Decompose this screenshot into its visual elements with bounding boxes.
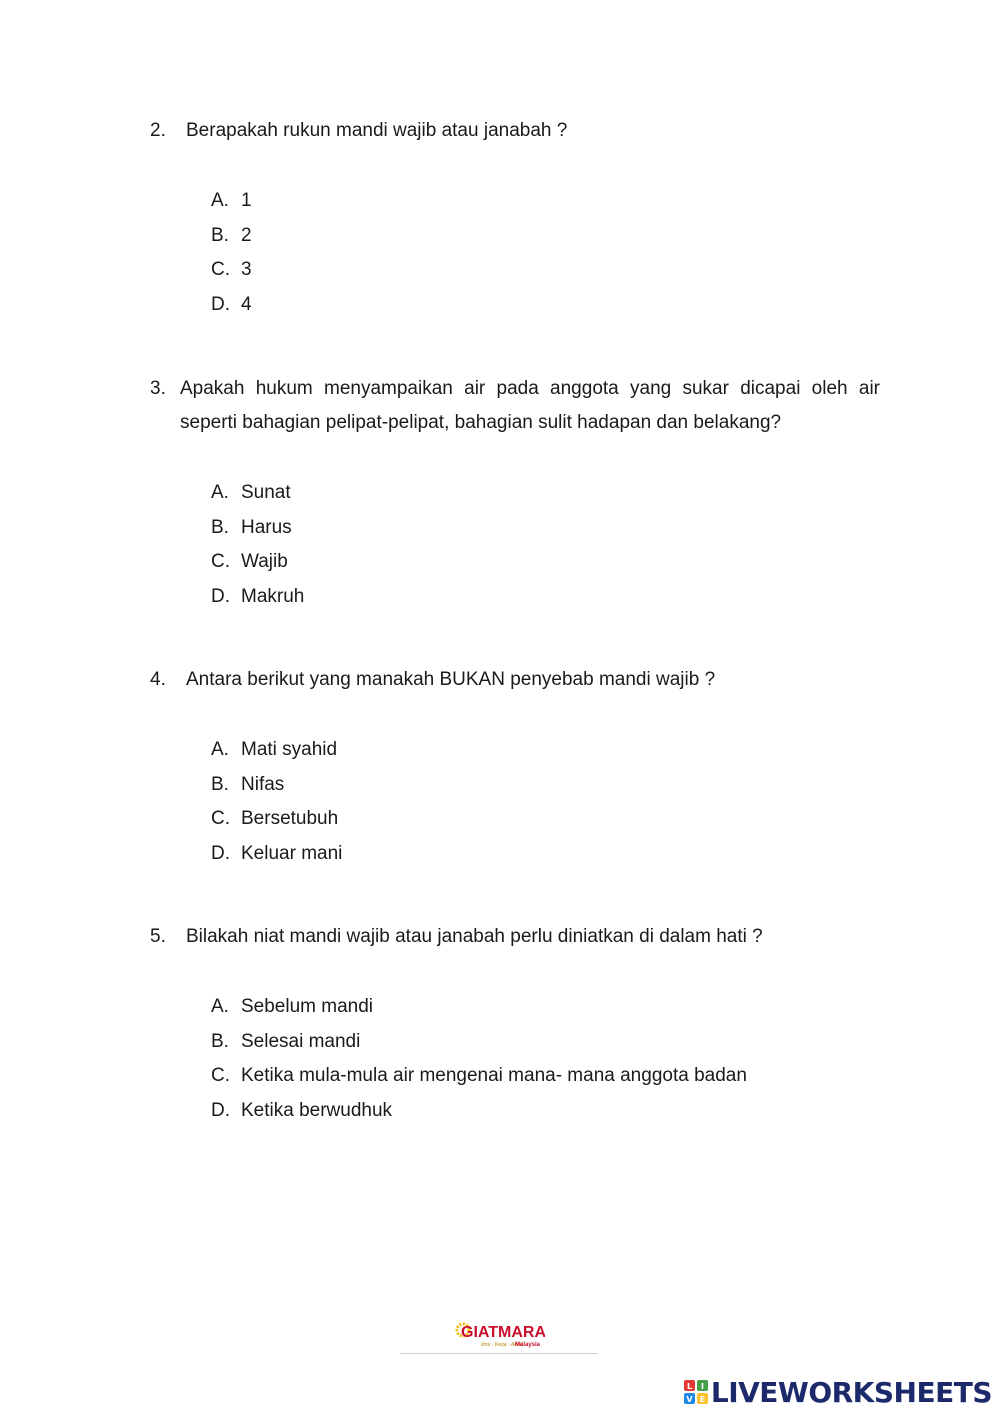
- option-a[interactable]: [211, 184, 880, 219]
- liveworksheets-wordmark: LIVEWORKSHEETS: [710, 1375, 992, 1409]
- option-letter: B.: [211, 773, 229, 795]
- question-text: Apakah hukum menyampaikan air pada anggota yang sukar dicapai oleh air seperti bahagian pelipat-pelipat, bahagian sulit hadapan dan belakang?: [180, 378, 880, 433]
- question-2: [150, 114, 880, 322]
- option-text: Nifas: [241, 773, 285, 795]
- question-stem: [150, 920, 880, 954]
- option-a[interactable]: [211, 733, 880, 768]
- logo-subtext: Malaysia: [515, 1342, 541, 1348]
- option-a[interactable]: [211, 990, 880, 1025]
- option-d[interactable]: [211, 288, 880, 323]
- option-b[interactable]: [211, 1025, 880, 1060]
- option-letter: C.: [211, 259, 230, 281]
- giatmara-logo-icon: [455, 1315, 545, 1351]
- option-text: Mati syahid: [241, 739, 338, 760]
- question-number: 2.: [150, 120, 166, 141]
- option-b[interactable]: [211, 768, 880, 803]
- option-letter: B.: [211, 224, 229, 246]
- option-letter: D.: [211, 842, 230, 864]
- option-text: Keluar mani: [241, 842, 343, 864]
- option-text: Wajib: [241, 551, 288, 573]
- logo-tagline: Ilmu · Kerja · Amal: [481, 1342, 523, 1348]
- option-text: Ketika mula-mula air mengenai mana- mana anggota badan: [241, 1065, 747, 1087]
- option-text: 3: [241, 259, 252, 281]
- question-stem: [150, 663, 880, 697]
- option-b[interactable]: [211, 219, 880, 254]
- option-c[interactable]: [211, 802, 880, 837]
- giatmara-logo: [455, 1315, 545, 1351]
- option-text: Bersetubuh: [241, 808, 339, 830]
- option-letter: A.: [211, 482, 229, 503]
- option-a[interactable]: [211, 476, 880, 511]
- option-c[interactable]: [211, 1059, 880, 1094]
- option-d[interactable]: [211, 580, 880, 615]
- svg-text:E: E: [699, 1395, 706, 1404]
- option-letter: D.: [211, 1099, 230, 1121]
- option-c[interactable]: [211, 253, 880, 288]
- option-c[interactable]: [211, 545, 880, 580]
- svg-text:V: V: [686, 1395, 693, 1404]
- option-d[interactable]: [211, 1094, 880, 1129]
- question-stem: [150, 372, 880, 440]
- option-text: Harus: [241, 516, 292, 538]
- option-text: Sunat: [241, 482, 291, 503]
- option-letter: C.: [211, 551, 230, 573]
- option-b[interactable]: [211, 511, 880, 546]
- option-letter: A.: [211, 190, 229, 211]
- question-text: Bilakah niat mandi wajib atau janabah perlu diniatkan di dalam hati ?: [186, 926, 763, 947]
- footer-divider: [400, 1353, 598, 1354]
- option-letter: B.: [211, 1030, 229, 1052]
- option-letter: B.: [211, 516, 229, 538]
- option-text: Selesai mandi: [241, 1030, 361, 1052]
- option-text: Ketika berwudhuk: [241, 1099, 393, 1121]
- option-text: 2: [241, 224, 252, 246]
- option-letter: C.: [211, 1065, 230, 1087]
- liveworksheets-brand: [683, 1375, 992, 1409]
- question-number: 5.: [150, 926, 166, 947]
- option-letter: A.: [211, 739, 229, 760]
- question-3: [150, 372, 880, 614]
- option-text: 1: [241, 190, 252, 211]
- options-list: [211, 476, 880, 614]
- svg-text:I: I: [700, 1382, 704, 1391]
- question-5: [150, 920, 880, 1128]
- question-stem: [150, 114, 880, 148]
- option-text: Sebelum mandi: [241, 996, 374, 1017]
- options-list: [211, 990, 880, 1128]
- question-number: 3.: [150, 378, 166, 399]
- question-text: Berapakah rukun mandi wajib atau janabah ?: [186, 120, 568, 141]
- option-letter: C.: [211, 808, 230, 830]
- option-text: Makruh: [241, 585, 305, 607]
- question-text: Antara berikut yang manakah BUKAN penyebab mandi wajib ?: [186, 669, 716, 690]
- question-4: [150, 663, 880, 871]
- options-list: [211, 733, 880, 871]
- svg-text:L: L: [686, 1382, 692, 1391]
- option-letter: D.: [211, 585, 230, 607]
- liveworksheets-icon: [683, 1379, 709, 1405]
- option-d[interactable]: [211, 837, 880, 872]
- option-letter: D.: [211, 293, 230, 315]
- options-list: [211, 184, 880, 322]
- logo-wordmark: GIATMARA: [461, 1324, 545, 1341]
- question-number: 4.: [150, 669, 166, 690]
- option-letter: A.: [211, 996, 229, 1017]
- option-text: 4: [241, 293, 252, 315]
